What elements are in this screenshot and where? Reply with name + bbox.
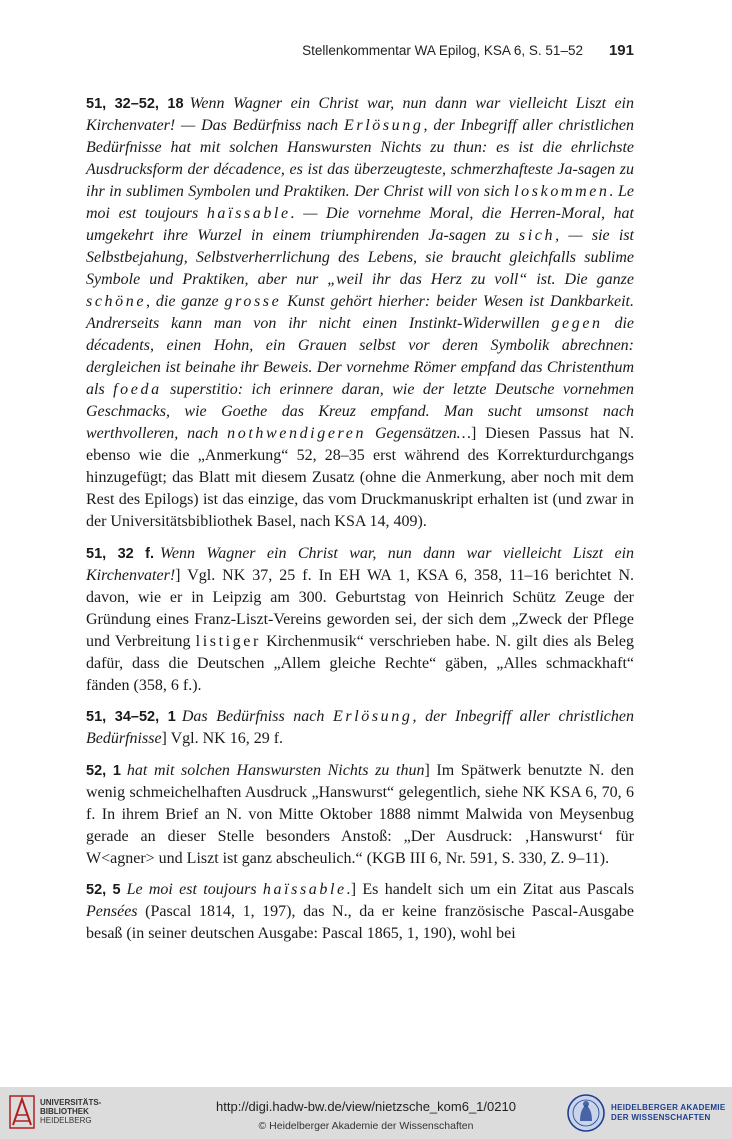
line-reference: 51, 34–52, 1 <box>86 709 176 725</box>
academy-name-line: HEIDELBERGER AKADEMIE <box>611 1103 726 1112</box>
spaced-word: schöne <box>86 293 147 310</box>
spaced-word: haïssable <box>262 881 347 898</box>
footer-bar <box>0 1087 732 1139</box>
copyright-notice: © Heidelberger Akademie der Wissenschaften <box>258 1120 474 1132</box>
spaced-word: grosse <box>224 293 282 310</box>
comment-text <box>86 567 634 694</box>
lemma-text: hat mit solchen Hanswursten Nichts zu thun <box>126 761 425 779</box>
lemma-segment: Kunst gehört hierher: beider Wesen ist Dankbarkeit. Andrerseits kann man von ihr nicht einen Instinkt-Widerwillen <box>86 293 635 332</box>
lemma-text: Wenn Wagner ein Christ war, nun dann war vielleicht Liszt ein Kirchenvater! <box>86 544 635 584</box>
spaced-word: sich <box>518 227 556 244</box>
academy-name <box>611 1103 725 1123</box>
lemma-segment: . <box>346 881 351 898</box>
academy-name-line: DER WISSENSCHAFTEN <box>611 1113 711 1122</box>
spaced-word: Erlösung <box>344 117 424 134</box>
spaced-word: listiger <box>195 632 261 650</box>
lemma-segment: , — sie ist Selbstbejahung, Selbstverherrlichung des Lebens, sie braucht gleichfalls sublime Symbole und Praktiken, aber nur „weil ihr das Herz zu voll“ ist. Die ganze <box>86 227 634 288</box>
academy-seal-icon <box>566 1093 606 1133</box>
commentary-entry <box>86 93 634 533</box>
running-header <box>86 42 634 64</box>
line-reference: 52, 5 <box>86 882 121 898</box>
line-reference: 52, 1 <box>86 762 121 779</box>
commentary-body <box>86 93 634 955</box>
page-number: 191 <box>608 42 634 59</box>
line-reference: 51, 32–52, 18 <box>86 96 184 112</box>
library-name-line: UNIVERSITÄTS- <box>40 1098 102 1107</box>
lemma-segment: , der Inbegriff aller christlichen Bedürfnisse <box>86 708 634 747</box>
permalink-url[interactable]: http://digi.hadw-bw.de/view/nietzsche_kom6_1/0210 <box>216 1099 516 1114</box>
lemma-segment: Das Bedürfniss nach <box>181 708 333 725</box>
commentary-entry <box>86 543 634 697</box>
comment-segment: Kirchenmusik“ verschrieben habe. N. gilt dies als Beleg dafür, dass die Deutschen „Allem gleiche Rechte“ gäben, „Alles schmackhaft“ fänden (358, 6 f.). <box>86 632 634 694</box>
lemma-segment: . Le moi est toujours <box>86 183 634 222</box>
library-name-line: BIBLIOTHEK <box>40 1107 89 1116</box>
commentary-entry <box>86 760 634 870</box>
comment-segment: ] Vgl. NK 37, 25 f. In EH WA 1, KSA 6, 358, 11–16 berichtet N. davon, wie er in Leipzig am 300. Geburtstag von Heinrich Schütz Zeuge der Gründung eines Franz-Liszt-Vereins geworden sei, der sich dem „Zweck der Pflege und Verbreitung <box>86 566 634 650</box>
comment-segment: (Pascal 1814, 1, 197), das N., da er keine französische Pascal-Ausgabe besaß (in seiner deutschen Ausgabe: Pascal 1865, 1, 190), wohl bei <box>86 903 634 942</box>
comment-text: ] Im Spätwerk benutzte N. den wenig schmeichelhaften Ausdruck „Hanswurst“ gelegentlich, siehe NK KSA 6, 70, 6 f. In ihrem Brief an N. von Mitte Oktober 1888 nimmt Malwida von Meysenbug gerade an dieser Stelle besonders Anstoß: „Der Ausdruck: ‚Hanswurst‘ für W<agner> und Liszt ist ganz abscheulich.“ (KGB III 6, Nr. 591, S. 330, Z. 9–11). <box>86 761 635 867</box>
line-reference: 51, 32 f. <box>86 545 154 562</box>
comment-segment: ] Es handelt sich um ein Zitat aus Pascals <box>350 881 635 898</box>
lemma-text <box>86 95 634 442</box>
commentary-entry <box>86 706 634 750</box>
lemma-segment: Gegensätzen… <box>366 425 471 442</box>
lemma-segment: , die ganze <box>146 293 225 310</box>
commentary-entry <box>86 879 634 945</box>
spaced-word: haïssable <box>206 205 291 222</box>
spaced-word: nothwendigeren <box>227 425 367 442</box>
lemma-segment: Wenn Wagner ein Christ war, nun dann war vielleicht Liszt ein Kirchenvater! — Das Bedürfniss nach <box>86 95 635 134</box>
comment-text: ] Diesen Passus hat N. ebenso wie die „Anmerkung“ 52, 28–35 erst während des Korrekturdurchgangs hinzugefügt; das Blatt mit diesem Zusatz (ohne die Anmerkung, aber noch mit dem Rest des Epilogs) ist das einzige, das vom Druckmanuskript erhalten ist (und zwar in der Universitätsbibliothek Basel, nach KSA 14, 409). <box>86 425 635 530</box>
lemma-segment: , der Inbegriff aller christlichen Bedürfnisse hat mit solchen Hanswursten Nichts zu thun: es ist die ehrlichste Ausdrucksform der décadence, es ist das überzeugteste, schmerzhafteste Ja-sagen zu ihr in sublimen Symbolen und Praktiken. Der Christ will von sich <box>86 117 634 200</box>
book-title: Pensées <box>86 903 138 920</box>
lemma-segment: die décadents, einen Hohn, ein Grauen selbst vor deren Symbolik abrechnen: dergleichen ist beinahe ihr Beweis. Der vornehme Römer empfand das Christenthum als <box>86 315 635 398</box>
spaced-word: foeda <box>113 381 162 398</box>
spaced-word: gegen <box>551 315 603 332</box>
spaced-word: loskommen <box>514 183 610 200</box>
running-title: Stellenkommentar WA Epilog, KSA 6, S. 51–52 <box>302 43 583 58</box>
lemma-text <box>127 881 351 898</box>
lemma-segment: superstitio: ich erinnere daran, wie der letzte Deutsche vornehmen Geschmacks, wie Goethe das Kreuz empfand. Man sucht umsonst nach werthvolleren, nach <box>86 381 635 442</box>
lemma-segment: Le moi est toujours <box>126 881 263 898</box>
library-name-line: HEIDELBERG <box>40 1116 92 1125</box>
lemma-segment: . — Die vornehme Moral, die Herren-Moral, hat umgekehrt ihre Wurzel in einem triumphirenden Ja-sagen zu <box>86 205 634 244</box>
spaced-word: Erlösung <box>333 708 413 725</box>
comment-text: ] Vgl. NK 16, 29 f. <box>161 730 284 747</box>
